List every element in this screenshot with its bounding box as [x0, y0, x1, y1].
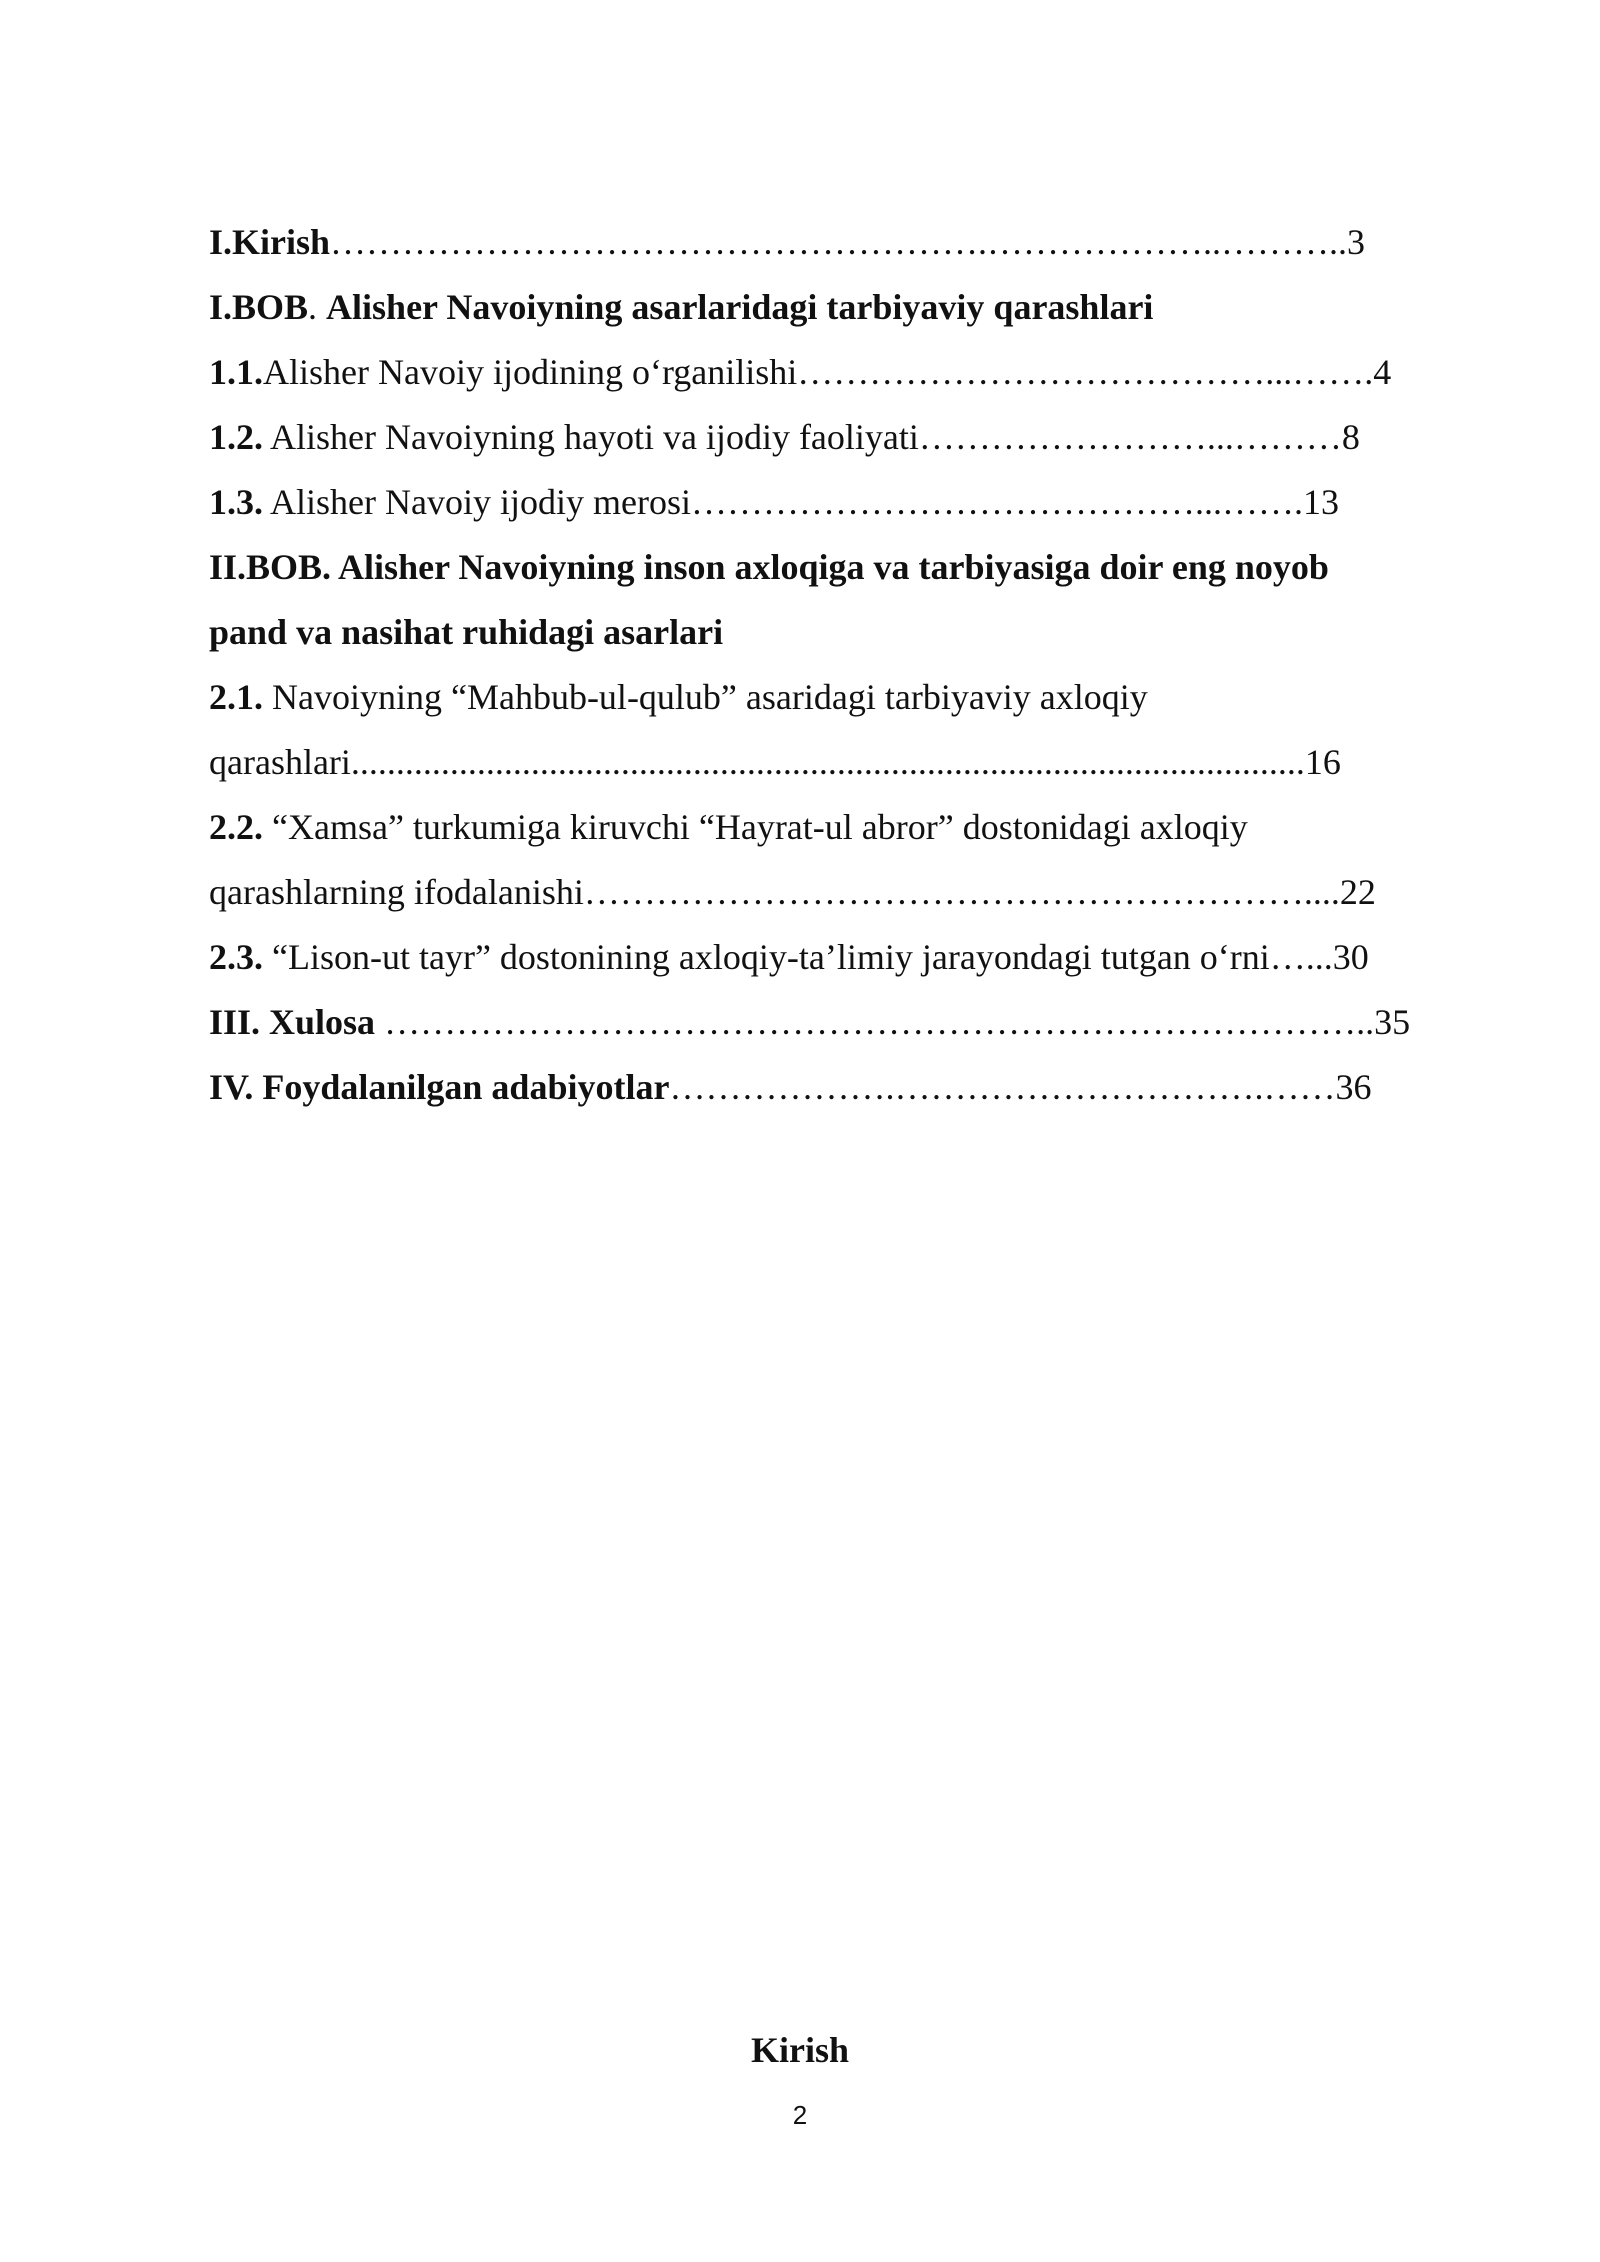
- toc-entry-2-1-cont: [209, 730, 1439, 795]
- toc-entry-label: 2.3.: [209, 937, 263, 977]
- toc-entry-kirish: [209, 210, 1439, 275]
- toc-entry-xulosa: [209, 990, 1439, 1055]
- toc-entry-label: II.BOB. Alisher Navoiyning inson axloqiga va tarbiyasiga doir eng noyob: [209, 547, 1329, 587]
- toc-entry-1-3: [209, 470, 1439, 535]
- toc-entry-2-3: [209, 925, 1439, 990]
- toc-entry-text: Alisher Navoiyning hayoti va ijodiy faoliyati……………………...………8: [263, 417, 1360, 457]
- toc-entry-2-2: [209, 795, 1439, 860]
- toc-entry-label: pand va nasihat ruhidagi asarlari: [209, 612, 724, 652]
- page-number: 2: [792, 2100, 808, 2130]
- toc-entry-label: I.BOB: [209, 287, 309, 327]
- toc-entry-label: III. Xulosa: [209, 1002, 376, 1042]
- toc-entry-label: 1.1.: [209, 352, 263, 392]
- toc-entry-text: “Xamsa” turkumiga kiruvchi “Hayrat-ul abror” dostonidagi axloqiy: [263, 807, 1248, 847]
- toc-entry-1-2: [209, 405, 1439, 470]
- toc-entry-adabiyotlar: [209, 1055, 1439, 1120]
- toc-entry-text: “Lison-ut tayr” dostonining axloqiy-ta’limiy jarayondagi tutgan o‘rni…...30: [263, 937, 1369, 977]
- toc-entry-label: 2.1.: [209, 677, 263, 717]
- toc-entry-chapter-2: [209, 535, 1439, 600]
- toc-entry-text: qarashlarning ifodalanishi……………………………………………………....22: [209, 872, 1376, 912]
- toc-entry-label: 2.2.: [209, 807, 263, 847]
- toc-entry-text: Alisher Navoiy ijodiy merosi……………………………………...…….13: [263, 482, 1339, 522]
- toc-entry-text: ……………………………………………….………………..………..3: [330, 222, 1366, 262]
- toc-entry-2-2-cont: [209, 860, 1439, 925]
- toc-entry-text: Alisher Navoiy ijodining o‘rganilishi…………………………………...…….4: [263, 352, 1392, 392]
- toc-entry-chapter-2-cont: [209, 600, 1439, 665]
- toc-entry-text: ……………….………………………….……36: [669, 1067, 1372, 1107]
- toc-entry-2-1: [209, 665, 1439, 730]
- toc-entry-text: .: [308, 287, 327, 327]
- toc-entry-text: Navoiyning “Mahbub-ul-qulub” asaridagi tarbiyaviy axloqiy: [263, 677, 1148, 717]
- toc-entry-text: qarashlari..........................................................................................................16: [209, 742, 1341, 782]
- section-heading: Kirish: [750, 2030, 849, 2070]
- toc-entry-label: 1.2.: [209, 417, 263, 457]
- toc-entry-label: 1.3.: [209, 482, 263, 522]
- toc-entry-1-1: [209, 340, 1439, 405]
- toc-entry-label: I.Kirish: [209, 222, 331, 262]
- toc-entry-label: IV. Foydalanilgan adabiyotlar: [209, 1067, 670, 1107]
- toc-entry-title: Alisher Navoiyning asarlaridagi tarbiyaviy qarashlari: [326, 287, 1154, 327]
- table-of-contents: [209, 210, 1439, 1120]
- toc-entry-chapter-1: [209, 275, 1439, 340]
- toc-entry-text: ………………………………………………………………………..35: [375, 1002, 1411, 1042]
